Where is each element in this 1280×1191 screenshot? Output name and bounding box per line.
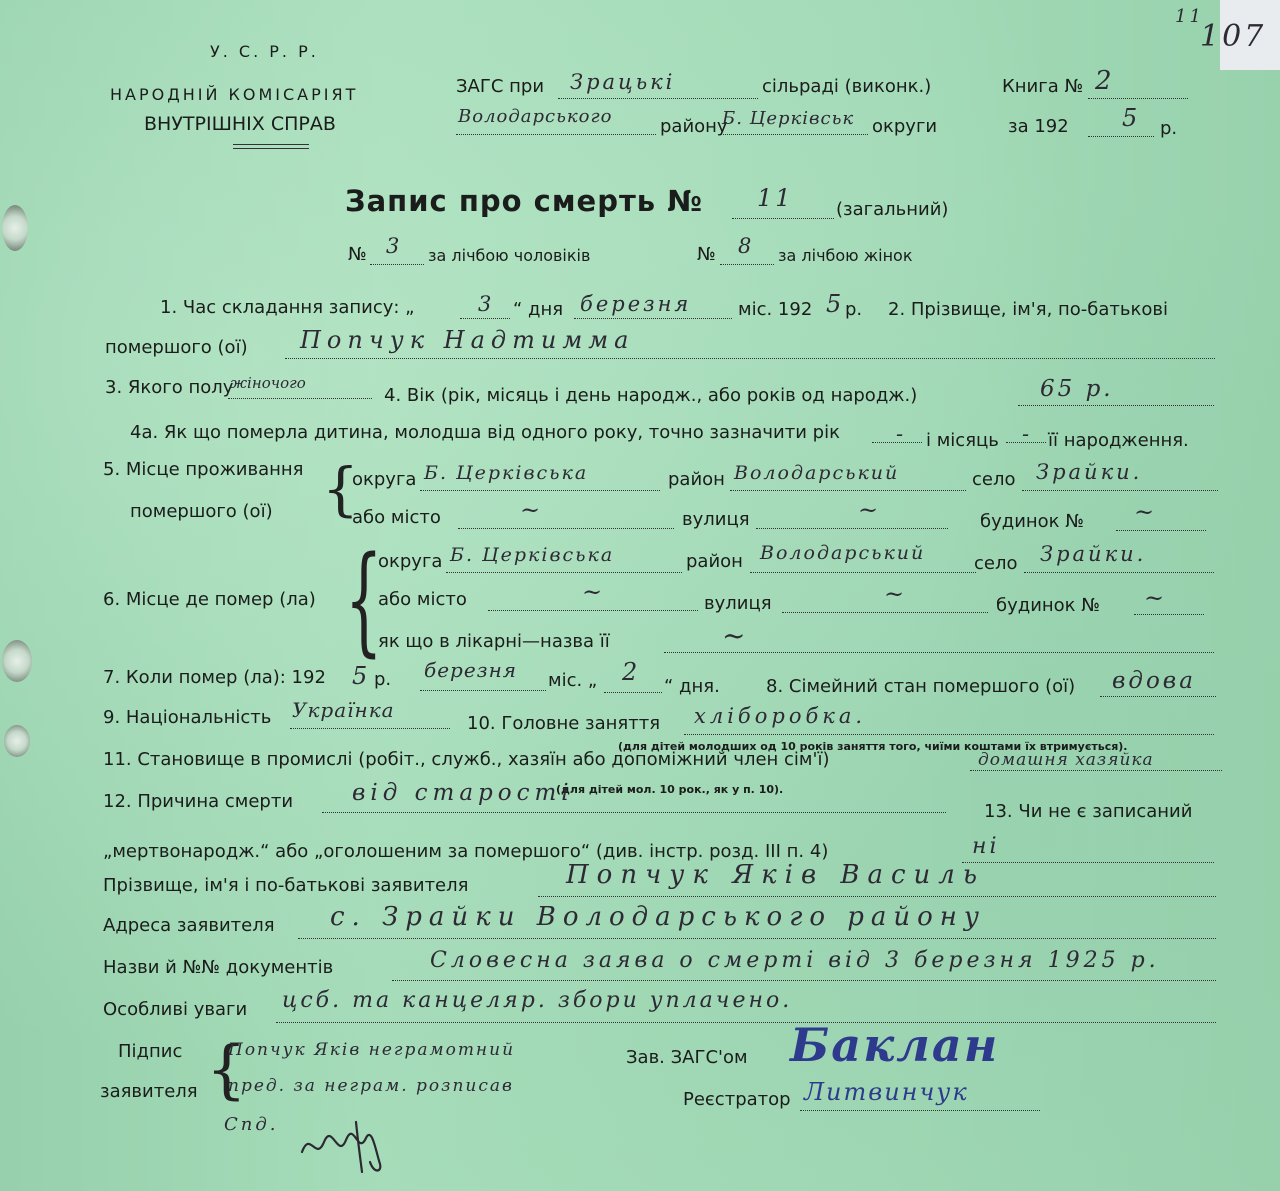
women-no: 8 — [738, 234, 755, 258]
sign-text3: Спд. — [224, 1114, 279, 1135]
dotted-line — [1088, 98, 1188, 99]
district-value: Володарського — [458, 106, 613, 127]
field-9-value: Українка — [292, 698, 395, 722]
field-6-street: ~ — [884, 580, 908, 608]
dotted-line — [782, 612, 988, 613]
field-13-label: 13. Чи не є записаний — [984, 801, 1193, 822]
binder-hole — [2, 205, 28, 251]
field-1-label: 1. Час складання запису: „ — [160, 297, 415, 318]
dotted-line — [298, 938, 1216, 939]
dotted-line — [370, 264, 424, 265]
field-10-label: 10. Головне заняття — [467, 713, 661, 734]
field-11-note: (для дітей мол. 10 рок., як у п. 10). — [556, 783, 784, 796]
applicant-name: Попчук Яків Василь — [566, 860, 985, 890]
village-value: Зрацькі — [570, 70, 676, 94]
dotted-line — [750, 572, 976, 573]
year-prefix: за 192 — [1008, 116, 1069, 137]
field-7-day: 2 — [622, 658, 641, 686]
dotted-line — [460, 318, 510, 319]
field-7-day-suffix: “ дня. — [664, 676, 720, 697]
field-11-label: 11. Становище в промислі (робіт., служб., хазяїн або допоміжний член сім'ї) — [103, 749, 830, 770]
book-value: 2 — [1095, 66, 1115, 96]
field-7-year: 5 — [352, 662, 371, 690]
dotted-line — [276, 1022, 1216, 1023]
field-4a-month: - — [1022, 422, 1033, 446]
field-6-label: 6. Місце де помер (ла) — [103, 589, 316, 610]
zags-head-sign: Баклан — [790, 1018, 1000, 1072]
field-2-label2: помершого (ої) — [105, 337, 248, 358]
dotted-line — [732, 218, 834, 219]
sign-label1: Підпис — [118, 1041, 183, 1062]
dotted-line — [684, 734, 1214, 735]
field-8-value: вдова — [1112, 668, 1196, 694]
field-10-value: хліборобка. — [694, 704, 867, 728]
header-rule — [233, 148, 309, 149]
field-13-value: ні — [972, 834, 1000, 859]
dotted-line — [1100, 696, 1216, 697]
dotted-line — [446, 572, 682, 573]
year-value: 5 — [1122, 104, 1141, 132]
men-no: 3 — [386, 234, 403, 258]
district-label: району — [660, 116, 728, 137]
record-title: Запис про смерть № — [345, 184, 704, 218]
field-5-street-label: вулиця — [682, 509, 750, 530]
book-label: Книга № — [1002, 76, 1084, 97]
brace: { — [345, 530, 383, 668]
dotted-line — [604, 692, 662, 693]
dotted-line — [420, 490, 660, 491]
docs-value: Словесна заява о смерті від 3 березня 1925 р. — [430, 948, 1160, 973]
field-6-selo-label: село — [974, 553, 1018, 574]
commissariat-line1: НАРОДНІЙ КОМІСАРІЯТ — [110, 85, 359, 104]
field-2-label: 2. Прізвище, ім'я, по-батькові — [888, 299, 1169, 320]
field-6-city-label: або місто — [378, 589, 467, 610]
dotted-line — [458, 528, 674, 529]
field-12-value: від старості — [352, 780, 574, 806]
field-4-value: 65 р. — [1040, 376, 1114, 402]
women-no-label: № — [697, 244, 716, 265]
dotted-line — [1022, 490, 1218, 491]
field-5-okrug-label: округа — [352, 469, 417, 490]
field-5-rayon-label: район — [668, 469, 725, 490]
applicant-addr: с. Зрайки Володарського району — [330, 902, 987, 932]
record-number: 11 — [757, 184, 794, 212]
field-1-year-suffix: р. — [845, 299, 863, 320]
registrar-label: Реєстратор — [683, 1089, 791, 1110]
field-13-label2: „мертвонародж.“ або „оголошеним за помершого“ (див. інстр. розд. III п. 4) — [103, 841, 829, 862]
header-rule — [233, 144, 309, 145]
field-1-year: 5 — [826, 290, 845, 318]
field-6-rayon-label: район — [686, 551, 743, 572]
field-6-city: ~ — [582, 578, 606, 606]
field-6-hosp-label: як що в лікарні—назва її — [378, 631, 610, 652]
field-9-label: 9. Національність — [103, 707, 272, 728]
field-6-okrug-label: округа — [378, 551, 443, 572]
sign-label2: заявителя — [100, 1081, 198, 1102]
dotted-line — [970, 770, 1222, 771]
field-5-street: ~ — [858, 496, 882, 524]
field-11-value: домашня хазяйка — [978, 750, 1154, 770]
field-5-label2: помершого (ої) — [130, 501, 273, 522]
applicant-addr-label: Адреса заявителя — [103, 915, 275, 936]
field-5-city-label: або місто — [352, 507, 441, 528]
field-8-label: 8. Сімейний стан помершого (ої) — [766, 676, 1076, 697]
dotted-line — [962, 862, 1214, 863]
dotted-line — [538, 896, 1216, 897]
dotted-line — [800, 1110, 1040, 1111]
dotted-line — [322, 812, 946, 813]
field-4a-label: 4а. Як що померла дитина, молодша від одного року, точно зазначити рік — [130, 422, 840, 443]
dotted-line — [756, 528, 948, 529]
applicant-scribble-signature — [296, 1112, 406, 1176]
field-10-note: (для дітей молодших од 10 років заняття того, чиїми коштами їх втримується). — [618, 740, 1128, 753]
field-3-label: 3. Якого полу — [105, 377, 234, 398]
okrug-label: округи — [872, 116, 938, 137]
dotted-line — [664, 652, 1214, 653]
dotted-line — [228, 398, 372, 399]
field-3-value: жіночого — [230, 374, 306, 392]
binder-hole — [2, 640, 32, 682]
field-7-month: березня — [424, 658, 518, 682]
dotted-line — [285, 358, 1215, 359]
sign-text1: Попчук Яків неграмотний — [228, 1040, 516, 1060]
men-no-label: № — [348, 244, 367, 265]
dotted-line — [1134, 614, 1204, 615]
field-1-month-suffix: міс. 192 — [738, 299, 813, 320]
field-5-selo-label: село — [972, 469, 1016, 490]
field-7-year-suffix: р. — [374, 669, 392, 690]
dotted-line — [558, 98, 758, 99]
sign-text2: пред. за неграм. розписав — [228, 1076, 514, 1096]
field-1-day: 3 — [478, 292, 495, 316]
field-5-label1: 5. Місце проживання — [103, 459, 304, 480]
dotted-line — [392, 980, 1216, 981]
brace: { — [206, 1033, 247, 1107]
dotted-line — [720, 264, 774, 265]
field-4a-year: - — [896, 422, 907, 446]
corner-number: 107 — [1200, 19, 1267, 54]
field-6-selo: Зрайки. — [1040, 542, 1147, 566]
field-6-hosp: ~ — [722, 619, 749, 652]
dotted-line — [574, 318, 732, 319]
dotted-line — [488, 610, 698, 611]
field-4a-mid: і місяць — [926, 430, 999, 451]
binder-hole — [4, 725, 30, 757]
field-5-city: ~ — [520, 496, 544, 524]
village-suffix: сільраді (виконк.) — [762, 76, 932, 97]
women-label: за лічбою жінок — [778, 246, 913, 265]
brace: { — [322, 455, 359, 523]
record-general: (загальний) — [836, 199, 949, 220]
zags-head-label: Зав. ЗАГС'ом — [626, 1047, 748, 1068]
republic-label: У. С. Р. Р. — [210, 42, 319, 61]
okrug-value: Б. Церківськ — [722, 108, 855, 129]
commissariat-line2: ВНУТРІШНІХ СПРАВ — [144, 113, 336, 135]
field-6-okrug: Б. Церківська — [450, 544, 615, 566]
dotted-line — [1024, 572, 1214, 573]
field-6-house: ~ — [1144, 584, 1168, 612]
field-5-okrug: Б. Церківська — [424, 462, 589, 484]
registrar-sign: Литвинчук — [804, 1078, 969, 1106]
field-12-label: 12. Причина смерти — [103, 791, 294, 812]
dotted-line — [1088, 136, 1154, 137]
dotted-line — [730, 490, 966, 491]
dotted-line — [456, 134, 656, 135]
dotted-line — [420, 690, 546, 691]
field-1-month: березня — [580, 292, 692, 316]
field-4-label: 4. Вік (рік, місяць і день народж., або років од народж.) — [384, 385, 918, 406]
field-6-house-label: будинок № — [996, 595, 1100, 616]
field-4a-end: її народження. — [1048, 430, 1189, 451]
field-5-rayon: Володарський — [734, 462, 900, 484]
field-2-value: Попчук Надтимма — [300, 326, 635, 354]
field-1-day-suffix: “ дня — [513, 299, 564, 320]
zags-label: ЗАГС при — [456, 76, 545, 97]
notes-value: цсб. та канцеляр. збори уплачено. — [282, 988, 793, 1013]
dotted-line — [290, 728, 450, 729]
docs-label: Назви й №№ документів — [103, 957, 334, 978]
field-6-street-label: вулиця — [704, 593, 772, 614]
field-5-house: ~ — [1134, 498, 1158, 526]
men-label: за лічбою чоловіків — [428, 246, 591, 265]
year-suffix: р. — [1160, 118, 1178, 139]
field-5-selo: Зрайки. — [1036, 460, 1143, 484]
field-5-house-label: будинок № — [980, 511, 1084, 532]
dotted-line — [1018, 405, 1214, 406]
dotted-line — [718, 134, 868, 135]
applicant-name-label: Прізвище, ім'я і по-батькові заявителя — [103, 875, 469, 896]
dotted-line — [1116, 530, 1206, 531]
field-7-month-suffix: міс. „ — [548, 670, 598, 691]
field-7-label: 7. Коли помер (ла): 192 — [103, 667, 326, 688]
notes-label: Особливі уваги — [103, 999, 248, 1020]
field-6-rayon: Володарський — [760, 542, 926, 564]
corner-mark: 11 — [1175, 6, 1204, 27]
